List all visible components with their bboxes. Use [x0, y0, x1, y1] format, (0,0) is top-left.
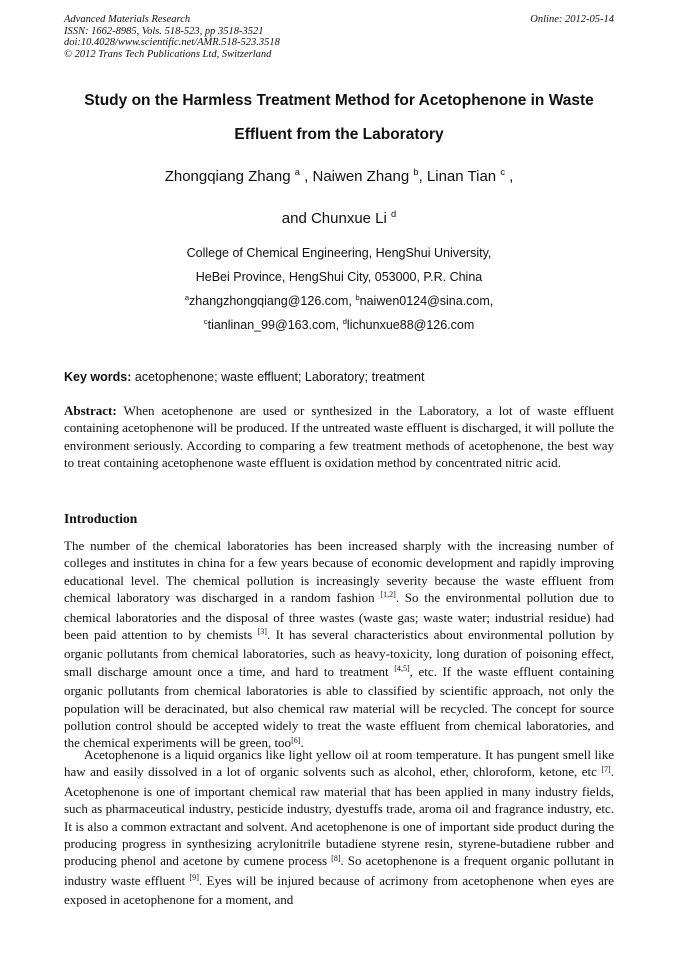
keywords-text: acetophenone; waste effluent; Laboratory; treatment	[134, 370, 425, 384]
journal-copyright: © 2012 Trans Tech Publications Ltd, Switzerland	[64, 48, 272, 60]
citation: [4,5]	[394, 664, 410, 674]
email-mark: a	[184, 293, 190, 303]
section-heading-introduction: Introduction	[64, 511, 138, 526]
journal-issn: ISSN: 1662-8985, Vols. 518-523, pp 3518-3521	[64, 25, 264, 37]
paragraph-text: . So the environmental pollution due to chemical laboratories and the disposal of three wastes (waste gas; waste water; industrial residue) had been paid attention to by chemists	[64, 590, 615, 643]
online-date: Online: 2012-05-14	[530, 14, 614, 25]
paper-title-line-1: Study on the Harmless Treatment Method for Acetophenone in Waste	[84, 92, 594, 109]
paper-title-line-2: Effluent from the Laboratory	[234, 126, 444, 143]
paragraph-text: The number of the chemical laboratories has been increased sharply with the increasing number of colleges and institutes in china for a few years because of economic development and rapidly improving educational level. The chemical pollution is increasingly severity because the waste effluent from chemical laboratory was discharged in a random fashion	[64, 538, 614, 606]
email-address: lichunxue88@126.com	[346, 318, 475, 332]
paragraph-text: , etc. If the waste effluent containing organic pollutants from chemical laboratories is able to classified by scientific approach, not only the population will be deracinated, but also chemical raw material will be recycled. The concept for source pollution control should be accepted widely to treat the waste effluent from chemical laboratories, and the chemical experiments will be green, too	[64, 663, 614, 751]
citation: [6]	[291, 735, 301, 745]
author-name: Zhongqiang Zhang	[164, 168, 291, 185]
intro-paragraph-1	[64, 537, 614, 754]
abstract-text: When acetophenone are used or synthesized in the Laboratory, a lot of waste effluent containing acetophenone will be produced. If the untreated waste effluent is discharged, it will pollute the environment seriously. According to comparing a few treatment methods of acetophenone, the best way to treat containing acetophenone waste effluent is oxidation method by concentrated nitric acid.	[64, 403, 614, 471]
keywords-label: Key words:	[64, 370, 132, 384]
email-address: zhangzhongqiang@126.com,	[189, 294, 352, 308]
email-line-1	[40, 294, 638, 308]
author-name: Linan Tian	[426, 168, 497, 185]
intro-paragraph-2	[64, 746, 614, 909]
author-line-1: Zhongqiang Zhang $^a$ , Naiwen Zhang $^b$, Linan Tian $^c$ ,	[164, 167, 514, 185]
journal-header	[64, 14, 464, 60]
journal-name: Advanced Materials Research	[64, 14, 191, 25]
citation: [9]	[189, 873, 199, 883]
paragraph-text: Acetophenone is a liquid organics like light yellow oil at room temperature. It has pungent smell like haw and easily dissolved in a lot of organic solvents such as alcohol, ether, chloroform, ketone, etc	[64, 747, 614, 780]
author-name: Naiwen Zhang	[312, 168, 410, 185]
paragraph-text: . Eyes will be injured because of acrimony from acetophenone when eyes are exposed in acetophenone for a moment, and	[64, 872, 614, 908]
citation: [7]	[601, 764, 611, 774]
author-mark: a	[294, 167, 300, 178]
email-line-2	[40, 318, 638, 332]
author-mark: d	[391, 209, 397, 220]
affiliation-line-2: HeBei Province, HengShui City, 053000, P.R. China	[195, 270, 483, 284]
affiliation-line-1: College of Chemical Engineering, HengShui University,	[186, 246, 492, 260]
citation: [1,2]	[380, 590, 396, 600]
author-mark: c	[500, 167, 505, 178]
journal-doi: doi:10.4028/www.scientific.net/AMR.518-523.3518	[64, 37, 280, 48]
keywords	[64, 370, 624, 384]
email-address: naiwen0124@sina.com,	[359, 294, 494, 308]
citation: [3]	[257, 627, 267, 637]
citation: [8]	[331, 853, 341, 863]
email-address: tianlinan_99@163.com,	[207, 318, 340, 332]
author-line-2	[40, 210, 638, 227]
email-mark: d	[342, 317, 347, 327]
abstract-label: Abstract:	[64, 403, 117, 418]
author-name: and Chunxue Li	[281, 210, 387, 227]
abstract	[64, 402, 614, 472]
email-mark: c	[203, 317, 208, 327]
author-mark: b	[413, 167, 419, 178]
paragraph-text: . So acetophenone is a frequent organic pollutant in industry waste effluent	[64, 853, 614, 888]
paragraph-text: . Acetophenone is one of important chemical raw material that has been applied in many industry fields, such as pharmaceutical industry, pesticide industry, dyestuffs trade, aroma oil and fragrance industry, etc. It is also a common extractant and solvent. And acetophenone is one of important side product during the producing progress in synthesizing acrylonitrile butadiene styrene resin, styrene-butadiene rubber and producing phenol and acetone by cumene process	[64, 764, 614, 869]
paragraph-text: . It has several characteristics about environmental pollution by organic pollutants from chemical laboratories, such as heavy-toxicity, long duration of poisoning effect, small discharge amount once a time, and hard to treatment	[64, 627, 615, 679]
paragraph-text: .	[300, 735, 304, 751]
email-mark: b	[355, 293, 360, 303]
